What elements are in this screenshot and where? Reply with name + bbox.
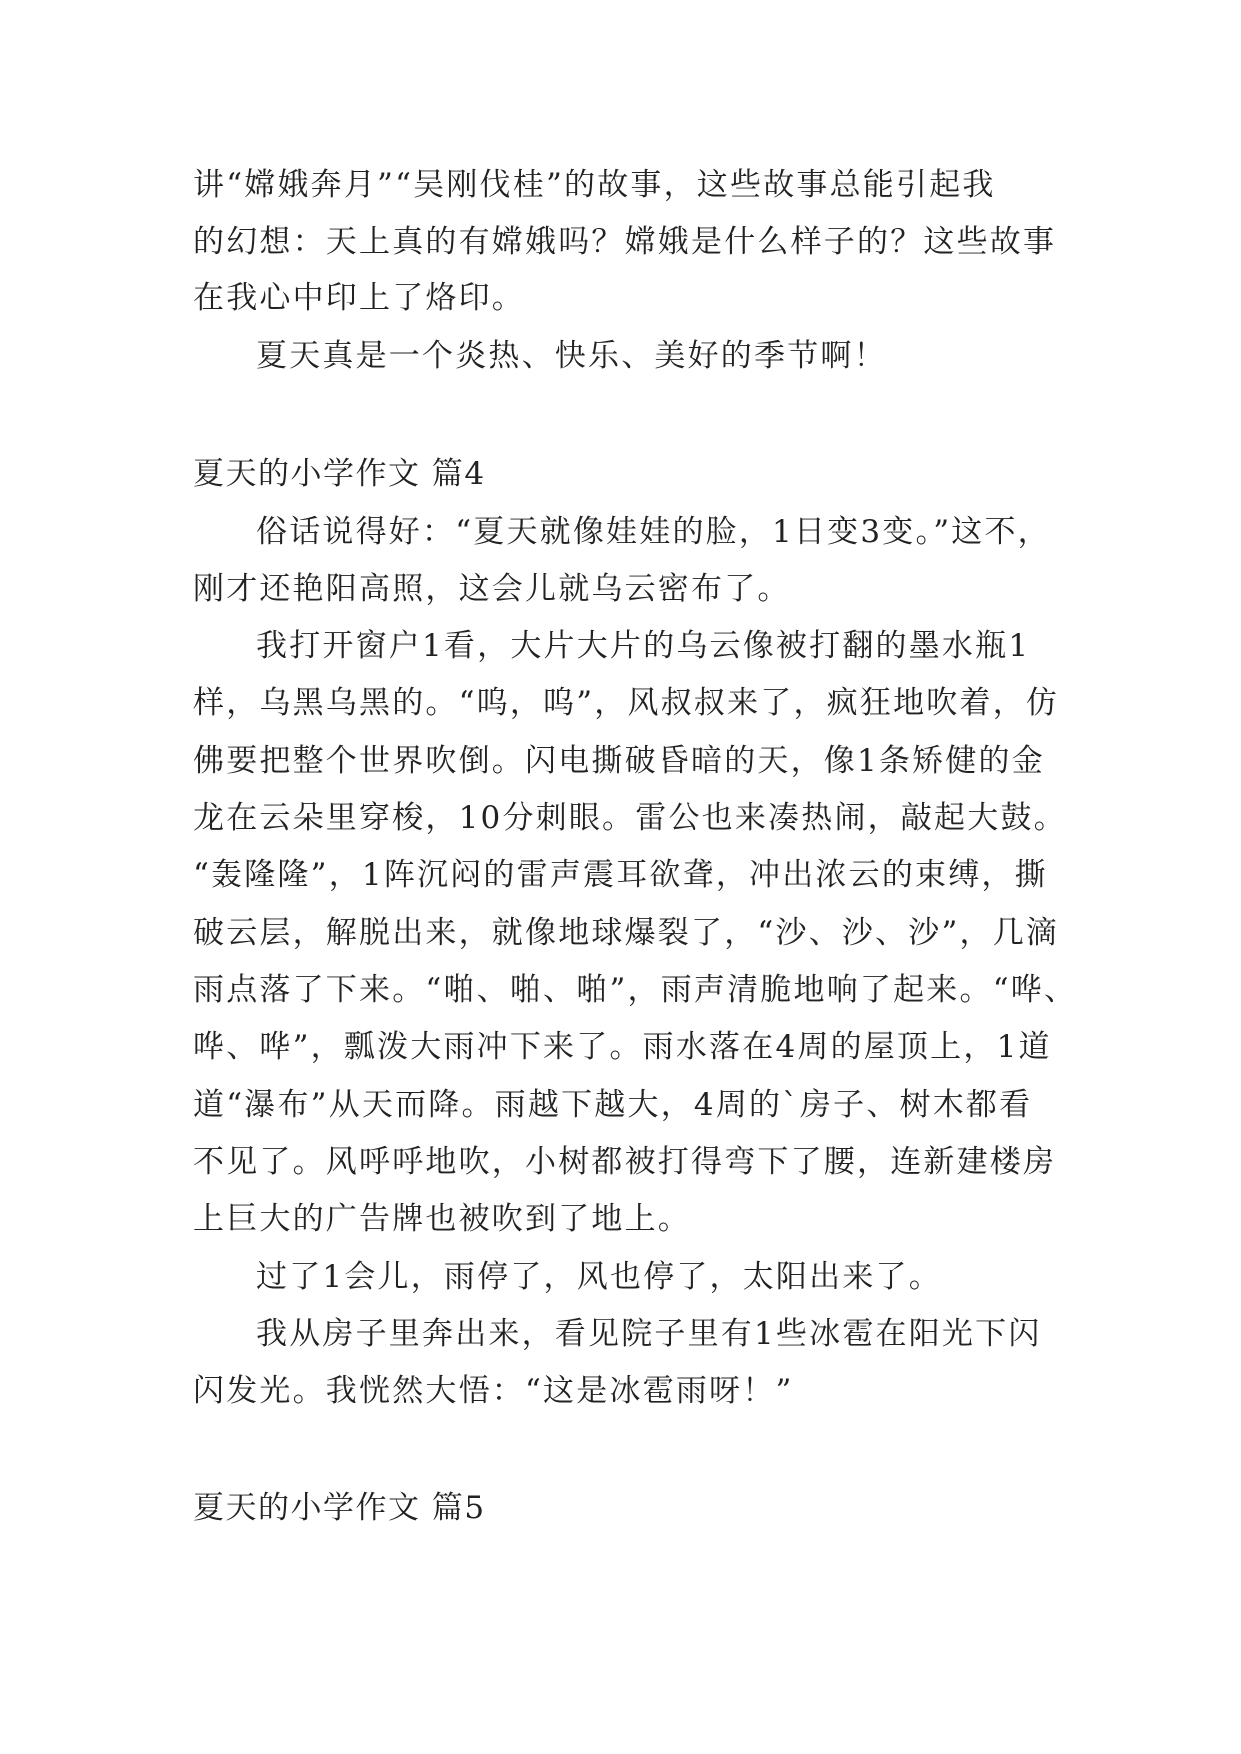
paragraph-line: 雨点落了下来。“啪、啪、啪”，雨声清脆地响了起来。“哗、	[193, 972, 1078, 1008]
section-heading-5: 夏天的小学作文 篇5	[193, 1490, 486, 1526]
paragraph-line: 龙在云朵里穿梭，10分刺眼。雷公也来凑热闹，敲起大鼓。	[193, 800, 1067, 836]
paragraph-line: 俗话说得好：“夏天就像娃娃的脸，1日变3变。”这不，	[256, 514, 1051, 550]
paragraph-line: 的幻想：天上真的有嫦娥吗？嫦娥是什么样子的？这些故事	[193, 224, 1057, 260]
paragraph-line: 样，乌黑乌黑的。“呜，呜”，风叔叔来了，疯狂地吹着，仿	[193, 685, 1060, 721]
paragraph-line: 不见了。风呼呼地吹，小树都被打得弯下了腰，连新建楼房	[193, 1144, 1057, 1180]
paragraph-line: 哗、哗”，瓢泼大雨冲下来了。雨水落在4周的屋顶上，1道	[193, 1029, 1052, 1065]
paragraph-line: 上巨大的广告牌也被吹到了地上。	[193, 1201, 691, 1237]
paragraph-line: “轰隆隆”，1阵沉闷的雷声震耳欲聋，冲出浓云的束缚，撕	[193, 857, 1048, 893]
paragraph-line: 过了1会儿，雨停了，风也停了，太阳出来了。	[256, 1259, 942, 1295]
paragraph-line: 讲“嫦娥奔月”“吴刚伐桂”的故事，这些故事总能引起我	[193, 167, 996, 203]
paragraph-line: 我从房子里奔出来，看见院子里有1些冰雹在阳光下闪	[256, 1316, 1042, 1352]
paragraph-line: 夏天真是一个炎热、快乐、美好的季节啊！	[256, 338, 887, 374]
paragraph-line: 佛要把整个世界吹倒。闪电撕破昏暗的天，像1条矫健的金	[193, 743, 1045, 779]
paragraph-line: 刚才还艳阳高照，这会儿就乌云密布了。	[193, 571, 791, 607]
paragraph-line: 我打开窗户1看，大片大片的乌云像被打翻的墨水瓶1	[256, 628, 1031, 664]
paragraph-line: 道“瀑布”从天而降。雨越下越大，4周的`房子、树木都看	[193, 1087, 1033, 1123]
paragraph-line: 闪发光。我恍然大悟：“这是冰雹雨呀！”	[193, 1373, 794, 1409]
section-heading-4: 夏天的小学作文 篇4	[193, 456, 486, 492]
paragraph-line: 在我心中印上了烙印。	[193, 280, 525, 316]
paragraph-line: 破云层，解脱出来，就像地球爆裂了，“沙、沙、沙”，几滴	[193, 915, 1060, 951]
